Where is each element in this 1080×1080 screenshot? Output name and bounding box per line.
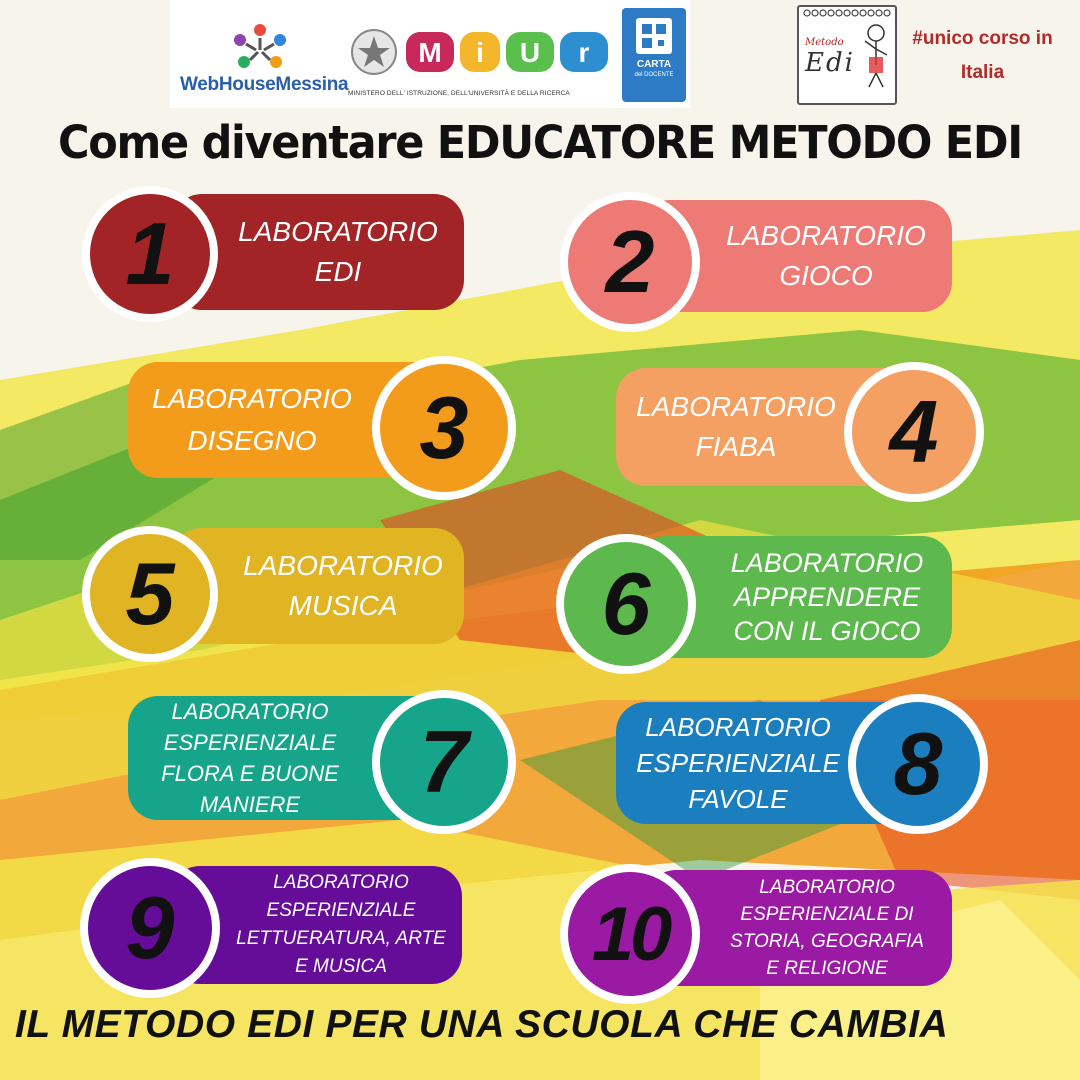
footer-slogan: IL METODO EDI PER UNA SCUOLA CHE CAMBIA <box>15 1003 949 1046</box>
step-label: LABORATORIO DISEGNO <box>152 383 352 456</box>
step-label: LABORATORIO ESPERIENZIALE FAVOLE <box>636 712 840 814</box>
tagline-line-2: Italia <box>960 62 1005 83</box>
step-number-badge: 1 <box>82 186 218 322</box>
step-label: LABORATORIO ESPERIENZIALE FLORA E BUONE MANIERE <box>161 699 339 817</box>
tagline <box>895 22 1070 90</box>
step-label: LABORATORIO FIABA <box>636 391 836 462</box>
step-number-badge: 10 <box>560 864 700 1004</box>
step-number-badge: 7 <box>372 690 516 834</box>
step-label: LABORATORIO EDI <box>238 216 438 287</box>
miur-letter: U <box>519 37 541 68</box>
page-title: Come diventare EDUCATORE METODO EDI <box>58 116 1022 170</box>
miur-letter: r <box>578 37 590 68</box>
miur-letter: M <box>418 37 442 68</box>
edi-brand-text <box>805 37 855 78</box>
webhousemessina-logo <box>180 18 349 104</box>
webhouse-name: WebHouseMessina <box>180 74 349 95</box>
miur-caption: MINISTERO DELL' ISTRUZIONE, DELL'UNIVERSITÀ E DELLA RICERCA <box>348 90 570 97</box>
step-label: LABORATORIO GIOCO <box>726 220 926 291</box>
step-label: LABORATORIO ESPERIENZIALE LETTUERATURA, ARTE E MUSICA <box>236 872 446 977</box>
step-label: LABORATORIO MUSICA <box>243 550 443 621</box>
edi-brand-small: Metodo <box>805 37 844 48</box>
tagline-line-1: #unico corso in <box>912 28 1053 49</box>
step-number-badge: 5 <box>82 526 218 662</box>
notebook-spiral-icon <box>799 7 895 21</box>
step-number-badge: 9 <box>80 858 220 998</box>
step-number-badge: 2 <box>560 192 700 332</box>
step-label: LABORATORIO ESPERIENZIALE DI STORIA, GEOGRAFIA E RELIGIONE <box>730 877 924 979</box>
carta-subtitle: del DOCENTE <box>634 72 674 78</box>
metodo-edi-logo <box>797 5 897 105</box>
step-number-badge: 4 <box>844 362 984 502</box>
step-number-badge: 3 <box>372 356 516 500</box>
carta-title: CARTA <box>636 59 672 70</box>
edi-brand-big: Edi <box>805 48 855 78</box>
step-number-badge: 8 <box>848 694 988 834</box>
miur-letter: i <box>476 37 484 68</box>
carta-del-docente-logo <box>622 8 686 102</box>
miur-logo <box>348 18 618 104</box>
step-label: LABORATORIO APPRENDERE CON IL GIOCO <box>730 548 924 646</box>
miur-emblem-icon <box>348 18 618 88</box>
step-number-badge: 6 <box>556 534 696 674</box>
child-figure-icon <box>861 21 891 91</box>
qr-card-icon <box>634 16 674 56</box>
partner-logos-banner <box>170 0 690 108</box>
people-circle-icon <box>224 20 296 76</box>
